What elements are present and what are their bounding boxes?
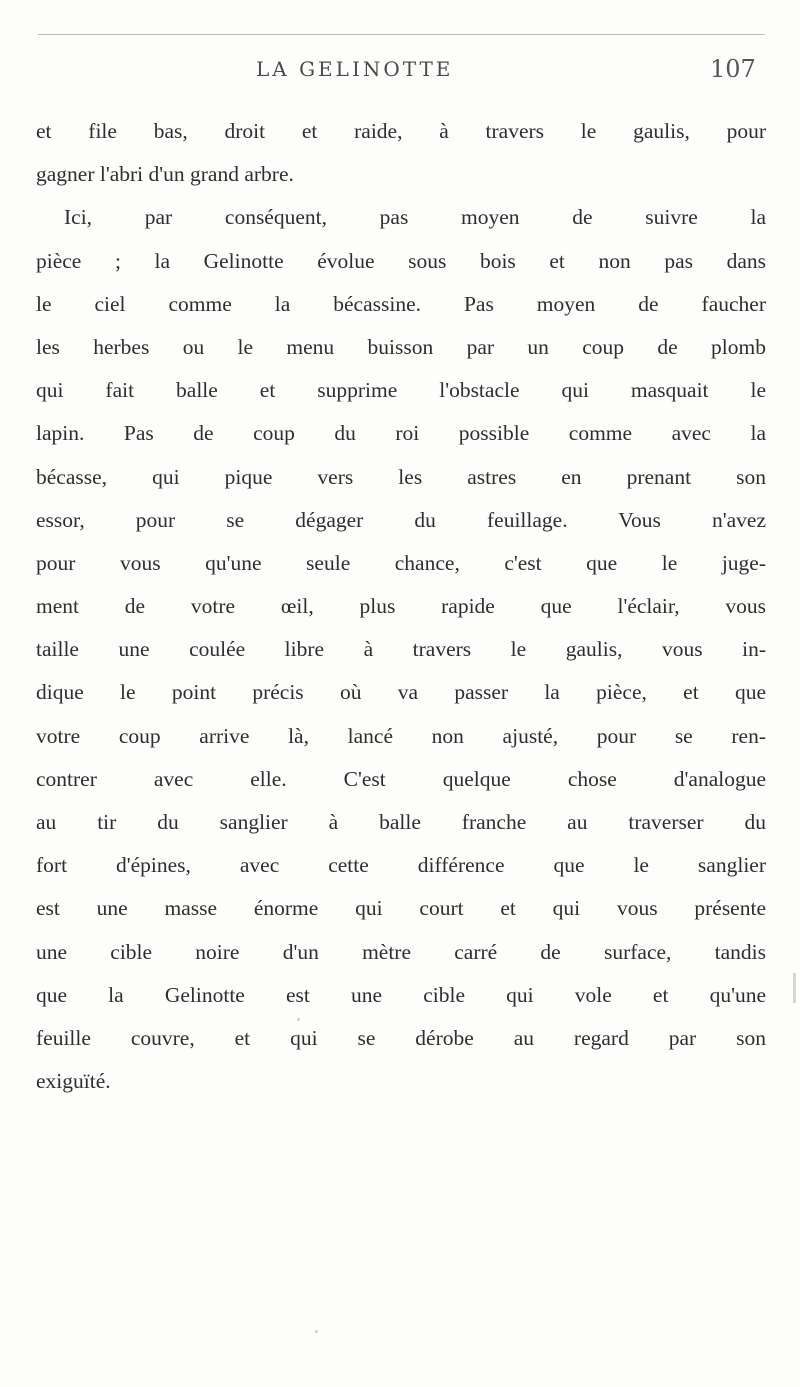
text-line: les herbes ou le menu buisson par un coup de plomb [36,334,766,359]
text-line: Ici, par conséquent, pas moyen de suivre la [64,205,766,230]
text-line: pour vous qu'une seule chance, c'est que le juge- [36,550,766,575]
text-line: bécasse, qui pique vers les astres en prenant son [36,464,766,489]
text-line: est une masse énorme qui court et qui vous présente [36,896,766,921]
text-line: exiguïté. [36,1069,111,1094]
text-line: ment de votre œil, plus rapide que l'éclair, vous [36,594,766,619]
text-line: taille une coulée libre à travers le gaulis, vous in- [36,637,766,662]
running-title: LA GELINOTTE [256,57,454,81]
top-rule [38,34,765,35]
page-edge-mark [793,973,796,1003]
text-line: votre coup arrive là, lancé non ajusté, pour se ren- [36,723,766,748]
text-line: dique le point précis où va passer la pièce, et que [36,680,766,705]
text-line: feuille couvre, et qui se dérobe au regard par son [36,1025,766,1050]
text-line: et file bas, droit et raide, à travers le gaulis, pour [36,119,766,143]
body-text [36,110,766,1103]
page-number: 107 [710,55,756,83]
text-line: le ciel comme la bécassine. Pas moyen de faucher [36,291,766,316]
text-line: au tir du sanglier à balle franche au traverser du [36,810,766,834]
text-line: lapin. Pas de coup du roi possible comme avec la [36,421,766,446]
text-line: gagner l'abri d'un grand arbre. [36,162,294,187]
text-line: pièce ; la Gelinotte évolue sous bois et non pas dans [36,248,766,273]
text-line: que la Gelinotte est une cible qui vole et qu'une [36,982,766,1007]
text-line: une cible noire d'un mètre carré de surface, tandis [36,939,766,964]
text-line: fort d'épines, avec cette différence que le sanglier [36,853,766,878]
speck [297,1018,300,1021]
speck [315,1330,318,1333]
running-head [0,57,800,91]
text-line: qui fait balle et supprime l'obstacle qui masquait le [36,378,766,403]
text-line: essor, pour se dégager du feuillage. Vous n'avez [36,507,766,532]
text-line: contrer avec elle. C'est quelque chose d'analogue [36,766,766,791]
